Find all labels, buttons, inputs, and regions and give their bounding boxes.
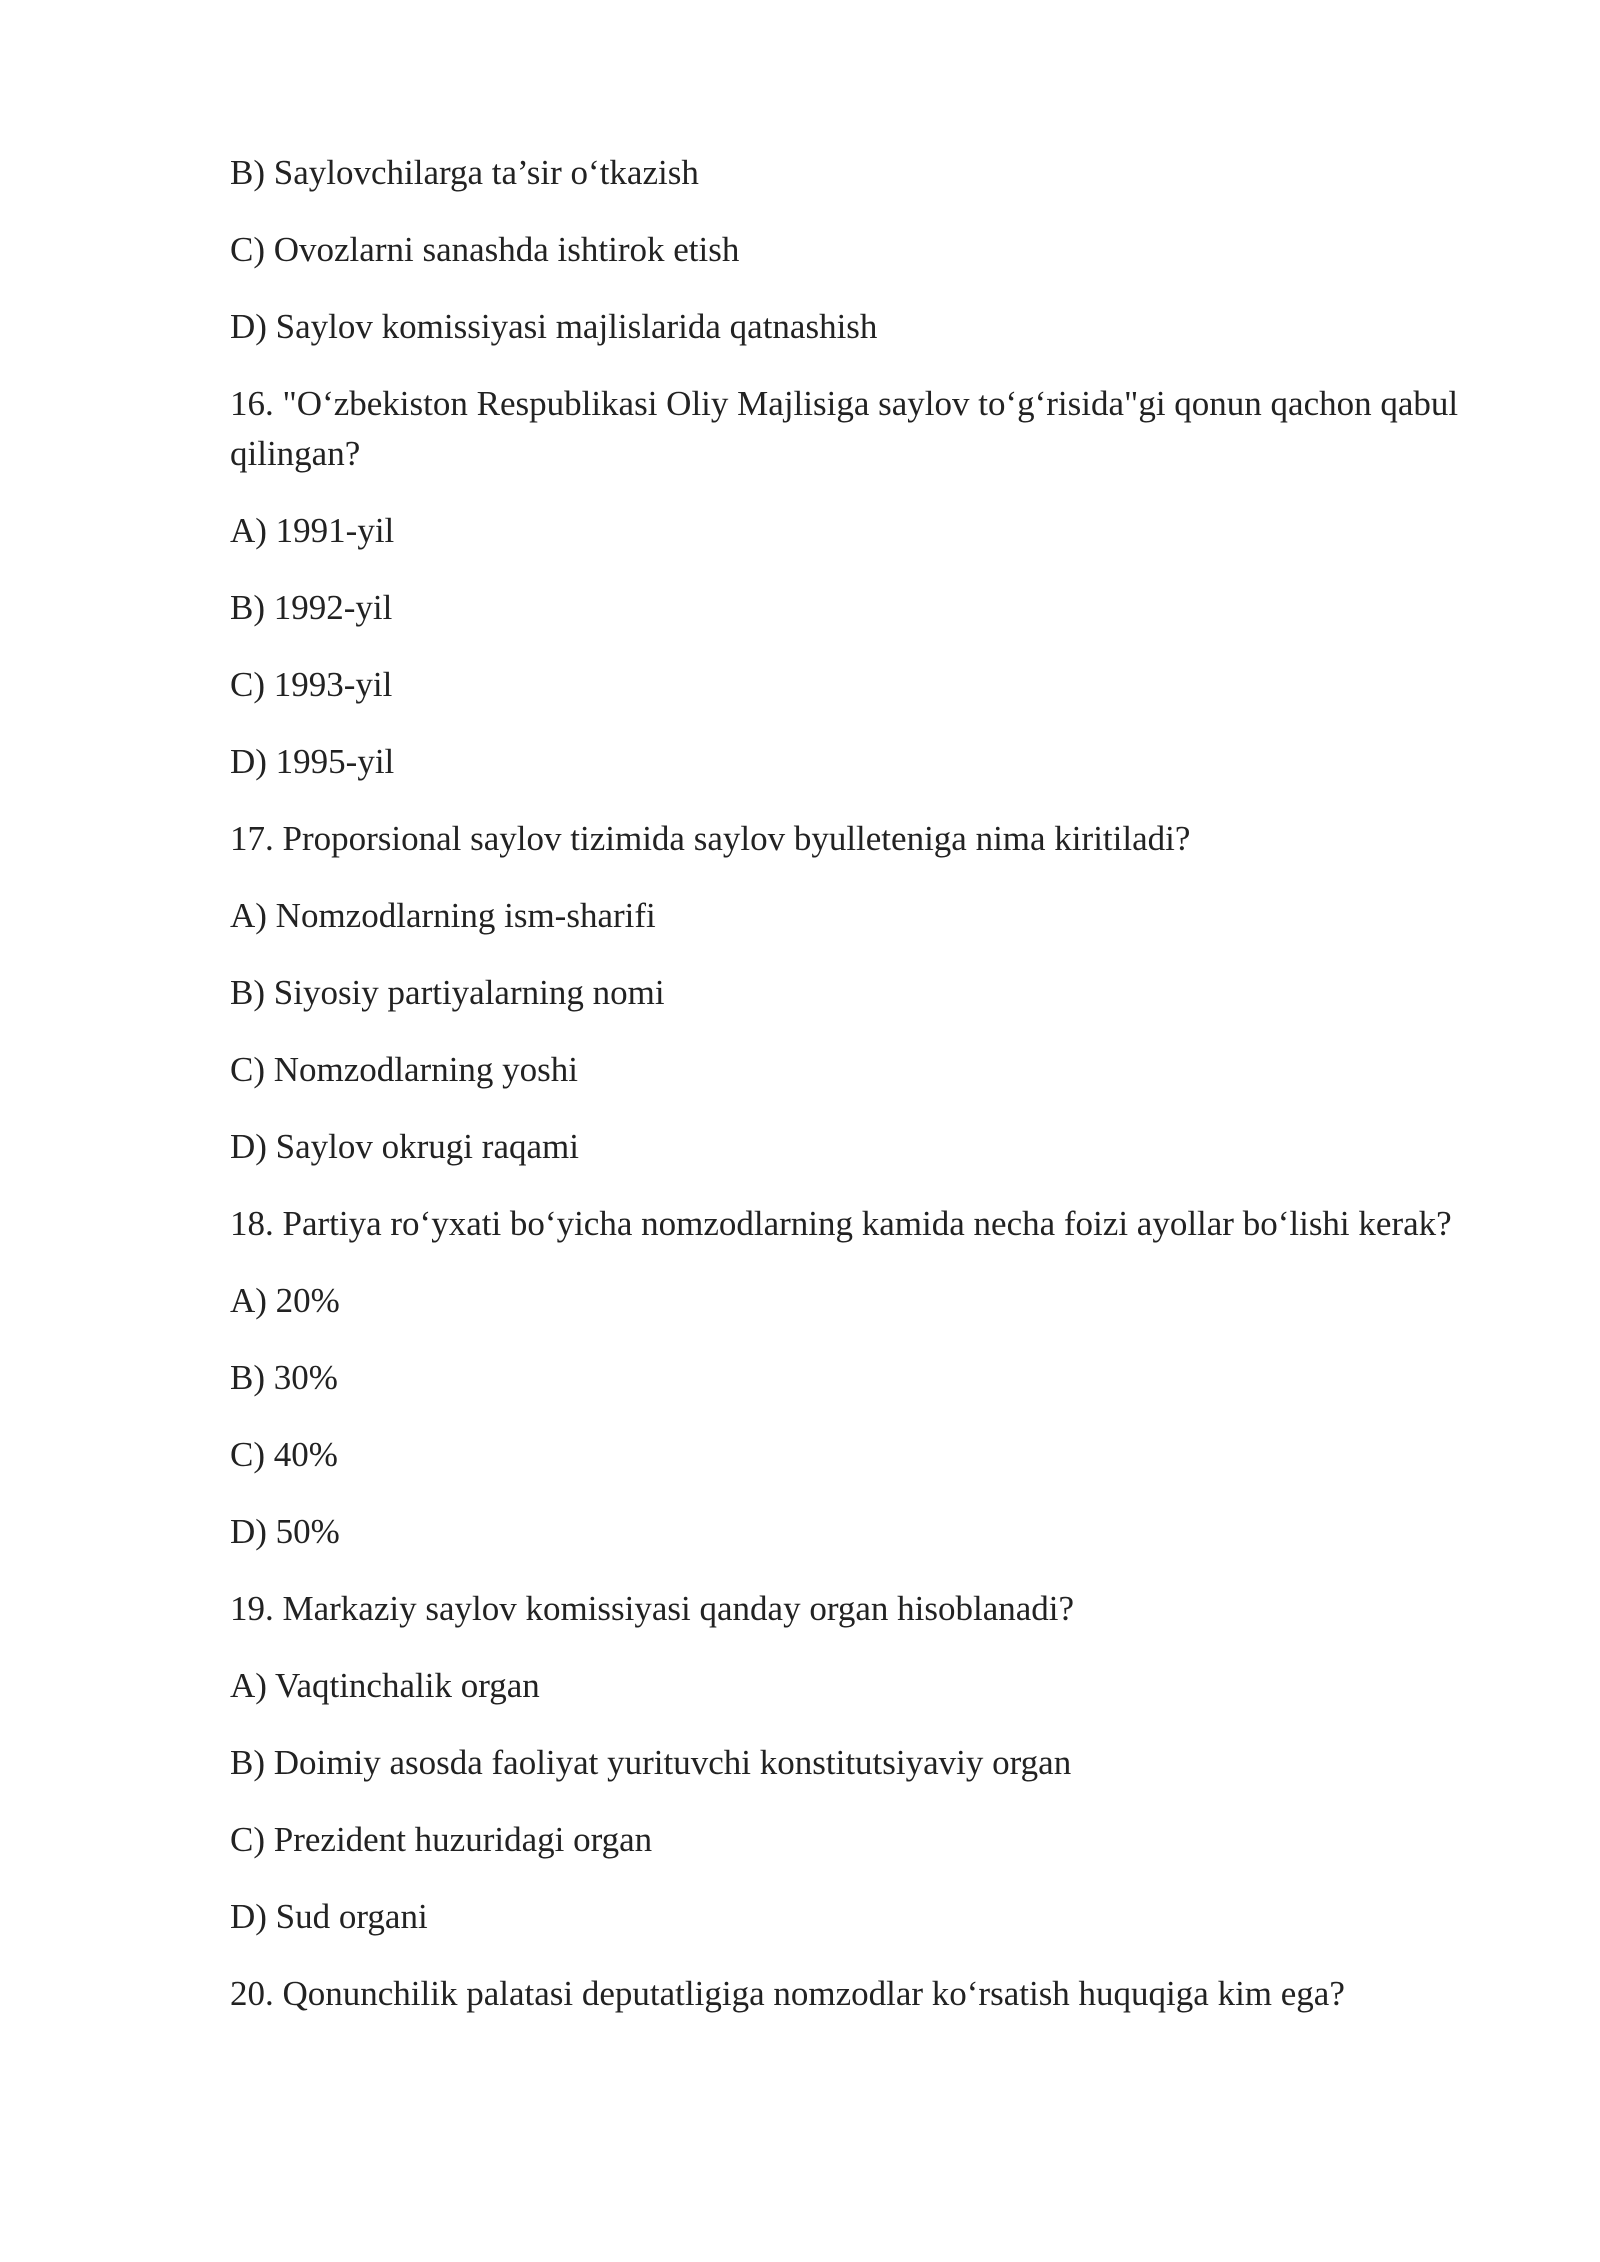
question-text: 19. Markaziy saylov komissiyasi qanday organ hisoblanadi? xyxy=(230,1589,1075,1628)
option-line: A) 1991-yil xyxy=(230,511,395,550)
question-block-19 xyxy=(230,1584,1480,1942)
document-page xyxy=(230,148,1480,2046)
option-line: A) 20% xyxy=(230,1281,340,1320)
option-line: C) Prezident huzuridagi organ xyxy=(230,1820,653,1859)
option-line: A) Nomzodlarning ism-sharifi xyxy=(230,896,656,935)
option-line: B) 30% xyxy=(230,1358,338,1397)
option-line: D) Saylov komissiyasi majlislarida qatnashish xyxy=(230,307,878,346)
option-line: B) Saylovchilarga ta’sir o‘tkazish xyxy=(230,153,699,192)
option-line: B) Doimiy asosda faoliyat yurituvchi konstitutsiyaviy organ xyxy=(230,1743,1072,1782)
option-line: D) 50% xyxy=(230,1512,340,1551)
question-block-18 xyxy=(230,1199,1480,1557)
option-line: C) Ovozlarni sanashda ishtirok etish xyxy=(230,230,740,269)
option-line: B) Siyosiy partiyalarning nomi xyxy=(230,973,665,1012)
question-text: 18. Partiya ro‘yxati bo‘yicha nomzodlarning kamida necha foizi ayollar bo‘lishi kerak? xyxy=(230,1204,1452,1243)
question-block-20 xyxy=(230,1969,1480,2019)
option-line: D) Sud organi xyxy=(230,1897,428,1936)
question-block-17 xyxy=(230,814,1480,1172)
question-block-16 xyxy=(230,379,1480,787)
question-text: 17. Proporsional saylov tizimida saylov byulleteniga nima kiritiladi? xyxy=(230,819,1191,858)
option-line: C) 40% xyxy=(230,1435,338,1474)
option-line: A) Vaqtinchalik organ xyxy=(230,1666,540,1705)
question-text: 20. Qonunchilik palatasi deputatligiga nomzodlar ko‘rsatish huquqiga kim ega? xyxy=(230,1974,1345,2013)
option-line: C) 1993-yil xyxy=(230,665,393,704)
option-line: C) Nomzodlarning yoshi xyxy=(230,1050,579,1089)
question-text: 16. "O‘zbekiston Respublikasi Oliy Majlisiga saylov to‘g‘risida"gi qonun qachon qabul qilingan? xyxy=(230,384,1459,473)
option-line: D) 1995-yil xyxy=(230,742,395,781)
option-line: B) 1992-yil xyxy=(230,588,393,627)
option-line: D) Saylov okrugi raqami xyxy=(230,1127,579,1166)
